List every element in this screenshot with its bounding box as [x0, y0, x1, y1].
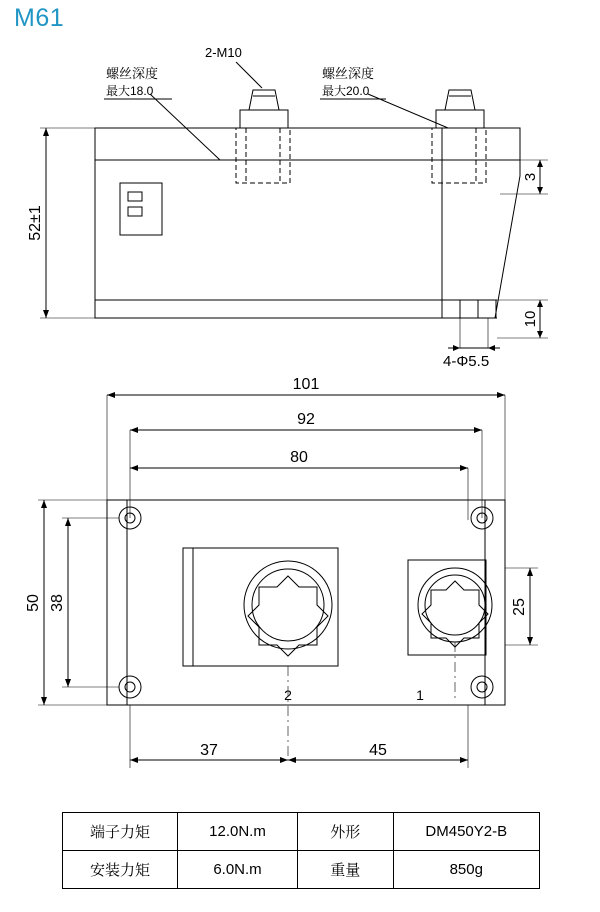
- cell-terminal-torque-value: 12.0N.m: [178, 813, 298, 851]
- spec-table: [62, 812, 540, 889]
- dim-label-10: 10: [522, 310, 539, 328]
- mount-hole-bl: [119, 676, 141, 698]
- dim-label-37: 37: [200, 742, 218, 759]
- table-row: [63, 813, 540, 851]
- dim-label-45: 45: [369, 742, 387, 759]
- dim-label-92: 92: [297, 411, 315, 428]
- page-title: M61: [14, 4, 65, 32]
- screw-cross-1: [422, 581, 488, 647]
- cell-terminal-torque-label: 端子力矩: [63, 813, 178, 851]
- side-view-body: [95, 128, 442, 318]
- cell-weight-label: 重量: [297, 851, 393, 889]
- cell-outline-label: 外形: [297, 813, 393, 851]
- terminal-pad-2: [183, 548, 338, 666]
- table-row: [63, 851, 540, 889]
- screw-head-1-outer: [418, 568, 492, 642]
- leader-thread-spec: [236, 62, 262, 88]
- dim-label-3: 3: [522, 172, 539, 182]
- dim-label-52: 52±1: [27, 205, 44, 241]
- cell-outline-value: DM450Y2-B: [393, 813, 539, 851]
- callout-screw-depth-right-line1: 螺丝深度: [322, 66, 375, 81]
- leader-screw-depth-left: [150, 94, 220, 160]
- callout-screw-depth-left-line1: 螺丝深度: [106, 66, 159, 81]
- terminal-label-1: 1: [416, 687, 424, 703]
- screw-cross-2: [248, 576, 328, 656]
- dim-label-hole-spec: 4-Φ5.5: [443, 353, 490, 370]
- bolt-head-right: [445, 90, 475, 110]
- bolt-head-left: [249, 90, 279, 110]
- dim-label-50: 50: [25, 594, 42, 612]
- dim-label-101: 101: [292, 376, 320, 393]
- bolt-washer-right: [436, 110, 484, 128]
- callout-screw-depth-right-line2: 最大20.0: [322, 84, 370, 98]
- side-view-right-body: [442, 128, 520, 318]
- terminal-label-2: 2: [284, 687, 292, 703]
- top-view-body: [107, 500, 505, 705]
- cell-weight-value: 850g: [393, 851, 539, 889]
- side-view-label-plate: [120, 183, 162, 235]
- dim-label-25: 25: [511, 598, 528, 616]
- dim-label-80: 80: [290, 449, 308, 466]
- dim-label-38: 38: [49, 594, 66, 612]
- screw-head-2-outer: [244, 561, 332, 649]
- bolt-washer-left: [240, 110, 288, 128]
- cell-mounting-torque-label: 安装力矩: [63, 851, 178, 889]
- cell-mounting-torque-value: 6.0N.m: [178, 851, 298, 889]
- callout-thread-spec: 2-M10: [205, 45, 242, 60]
- mount-hole-br: [471, 676, 493, 698]
- callout-screw-depth-left-line2: 最大18.0: [106, 84, 154, 98]
